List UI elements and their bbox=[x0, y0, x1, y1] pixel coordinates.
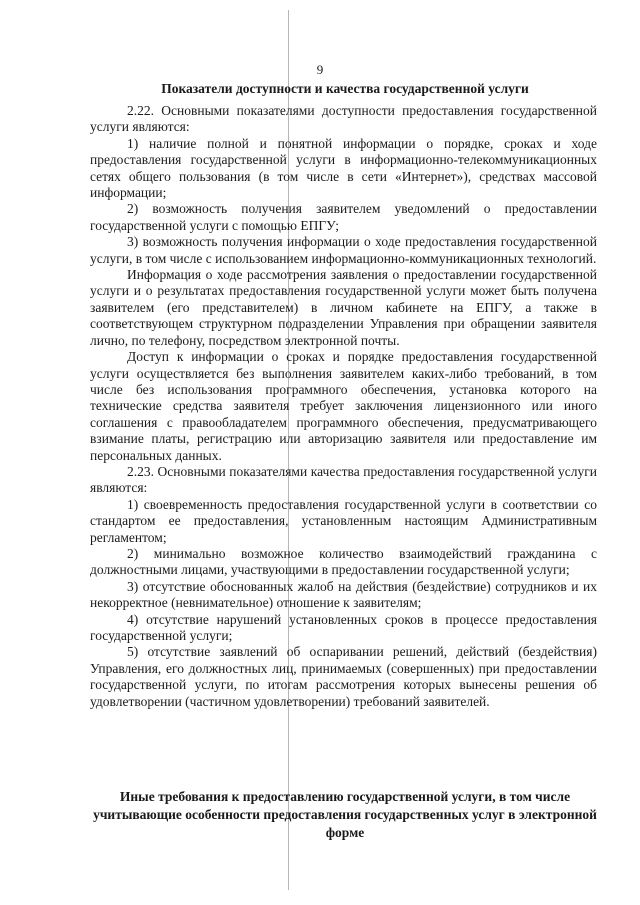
paragraph: 2.23. Основными показателями качества предоставления государственной услуги являются: bbox=[90, 463, 597, 496]
paragraph: 4) отсутствие нарушений установленных сроков в процессе предоставления государственной услуги; bbox=[90, 611, 597, 643]
paragraph: 3) возможность получения информации о ходе предоставления государственной услуги, в том числе с использованием информационно-коммуникационных технологий. bbox=[90, 234, 597, 266]
closing-section-title: Иные требования к предоставлению государственной услуги, в том числе учитывающие особенности предоставления государственных услуг в электронной форме bbox=[93, 789, 597, 840]
paragraph: 2.22. Основными показателями доступности предоставления государственной услуги являются: bbox=[90, 103, 597, 135]
paragraph: 2) возможность получения заявителем уведомлений о предоставлении государственной услуги с помощью ЕПГУ; bbox=[90, 201, 597, 233]
paragraph: 1) наличие полной и понятной информации о порядке, сроках и ходе предоставления государственной услуги в информационно-телекоммуникационных сетях общего пользования (в том числе в сети «Интернет»), средствах массовой информации; bbox=[90, 135, 597, 201]
paragraph: 5) отсутствие заявлений об оспаривании решений, действий (бездействия) Управления, его должностных лиц, принимаемых (совершенных) при предоставлении государственной услуги, по итогам рассмотрения которых вынесены решения об удовлетворении (частичном удовлетворении) требований заявителей. bbox=[90, 644, 597, 709]
document-body bbox=[90, 103, 597, 710]
paragraph: 2) минимально возможное количество взаимодействий гражданина с должностными лицами, участвующими в предоставлении государственной услуги; bbox=[90, 545, 597, 578]
page-number: 9 bbox=[316, 62, 324, 77]
paragraph: 3) отсутствие обоснованных жалоб на действия (бездействие) сотрудников и их некорректное (невнимательное) отношение к заявителям; bbox=[90, 578, 597, 611]
section-title: Показатели доступности и качества государственной услуги bbox=[161, 81, 529, 96]
paragraph: Доступ к информации о сроках и порядке предоставления государственной услуги осуществляется без выполнения заявителем каких-либо требований, в том числе без использования программного обеспечения, установка которого на технические средства заявителя требует заключения лицензионного или иного соглашения с правообладателем программного обеспечения, предусматривающего взимание платы, регистрацию или авторизацию заявителя или предоставление им персональных данных. bbox=[90, 349, 597, 463]
paragraph: Информация о ходе рассмотрения заявления о предоставлении государственной услуги и о результатах предоставления государственной услуги может быть получена заявителем (его представителем) в личном кабинете на ЕПГУ, а также в соответствующем структурном подразделении Управления при обращении заявителя лично, по телефону, посредством электронной почты. bbox=[90, 267, 597, 348]
paragraph: 1) своевременность предоставления государственной услуги в соответствии со стандартом ее предоставления, установленным настоящим Административным регламентом; bbox=[90, 496, 597, 545]
